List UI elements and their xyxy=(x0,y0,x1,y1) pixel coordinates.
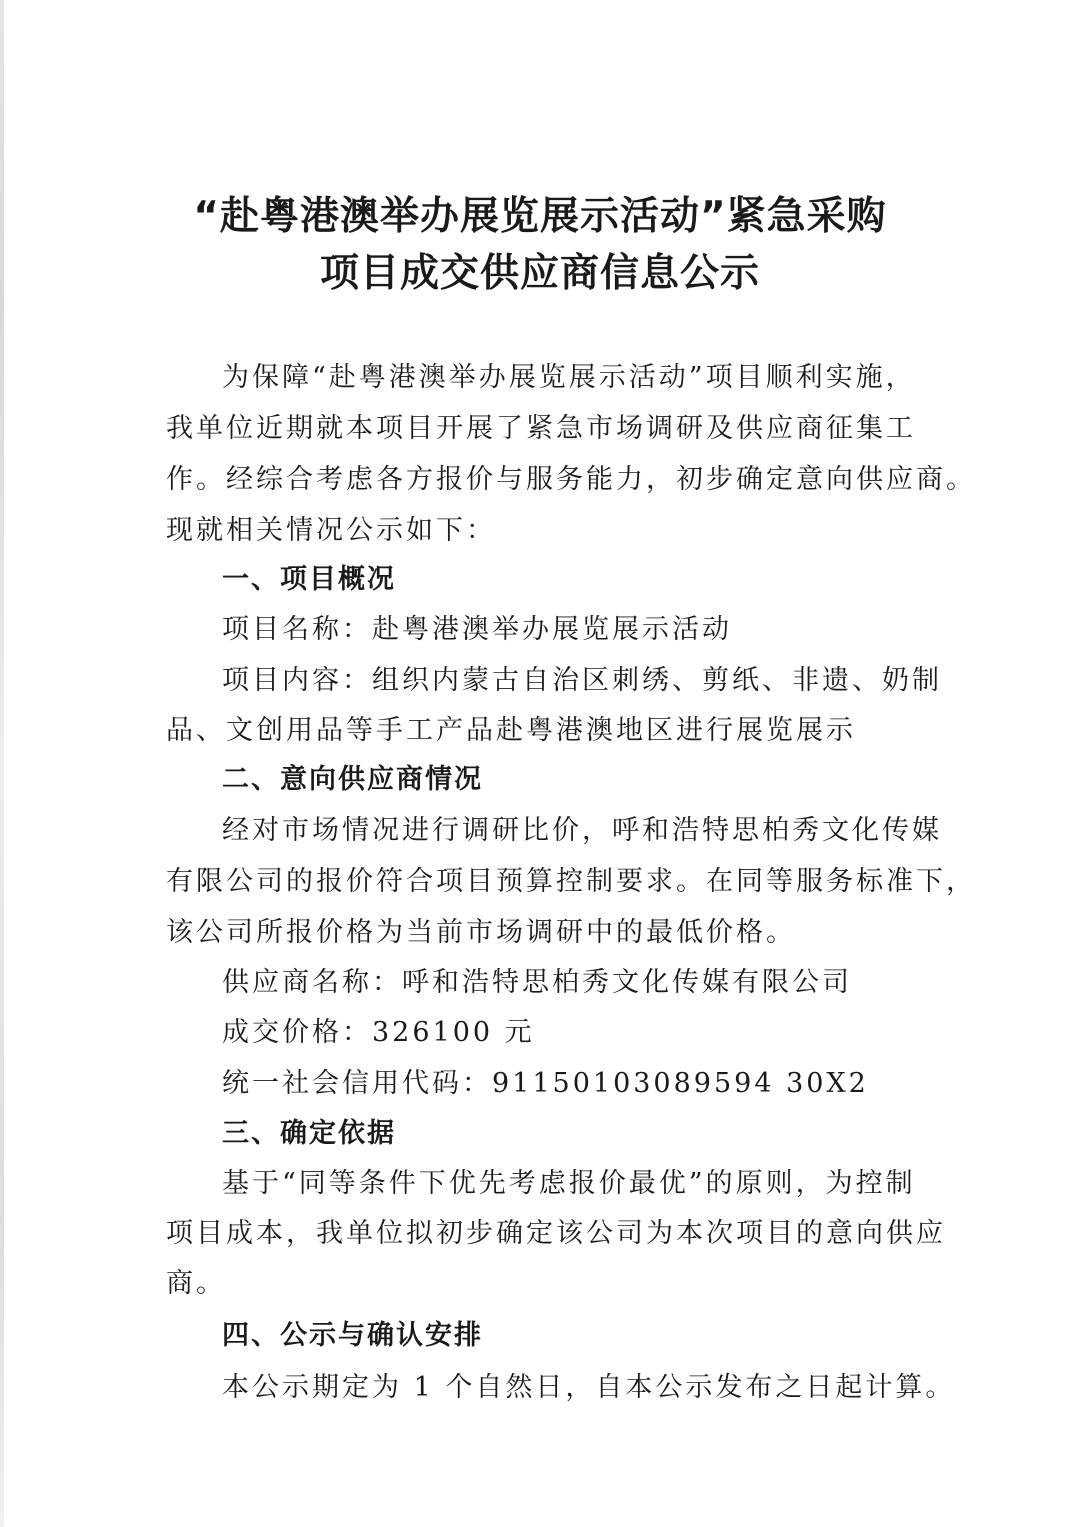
intro-paragraph-line-2: 我单位近期就本项目开展了紧急市场调研及供应商征集工 xyxy=(166,413,916,444)
section-1-heading: 一、项目概况 xyxy=(222,564,396,595)
supplier-name-line: 供应商名称：呼和浩特思柏秀文化传媒有限公司 xyxy=(222,967,852,998)
basis-paragraph-line-3: 商。 xyxy=(166,1268,226,1299)
project-content-line-1: 项目内容：组织内蒙古自治区刺绣、剪纸、非遗、奶制 xyxy=(222,665,942,696)
project-name-line: 项目名称：赴粤港澳举办展览展示活动 xyxy=(222,614,732,645)
section-4-heading: 四、公示与确认安排 xyxy=(222,1320,483,1351)
credit-code-line: 统一社会信用代码：91150103089594 30X2 xyxy=(222,1068,869,1099)
document-title-line-2: 项目成交供应商信息公示 xyxy=(319,251,760,296)
deal-price-line: 成交价格：326100 元 xyxy=(222,1017,535,1048)
announcement-period-line: 本公示期定为 1 个自然日，自本公示发布之日起计算。 xyxy=(222,1372,956,1403)
document-title-line-1: “赴粤港澳举办展览展示活动”紧急采购 xyxy=(193,194,887,239)
intro-paragraph-line-4: 现就相关情况公示如下： xyxy=(166,515,496,546)
supplier-paragraph-line-2: 有限公司的报价符合项目预算控制要求。在同等服务标准下， xyxy=(166,866,976,897)
section-2-heading: 二、意向供应商情况 xyxy=(222,764,483,795)
supplier-paragraph-line-1: 经对市场情况进行调研比价，呼和浩特思柏秀文化传媒 xyxy=(222,815,942,846)
intro-paragraph-line-1: 为保障“赴粤港澳举办展览展示活动”项目顺利实施， xyxy=(222,362,916,393)
intro-paragraph-line-3: 作。经综合考虑各方报价与服务能力，初步确定意向供应商。 xyxy=(166,464,976,495)
basis-paragraph-line-1: 基于“同等条件下优先考虑报价最优”的原则，为控制 xyxy=(222,1168,916,1199)
project-content-line-2: 品、文创用品等手工产品赴粤港澳地区进行展览展示 xyxy=(166,715,856,746)
basis-paragraph-line-2: 项目成本，我单位拟初步确定该公司为本次项目的意向供应 xyxy=(166,1218,946,1249)
section-3-heading: 三、确定依据 xyxy=(222,1118,396,1149)
supplier-paragraph-line-3: 该公司所报价格为当前市场调研中的最低价格。 xyxy=(166,917,796,948)
